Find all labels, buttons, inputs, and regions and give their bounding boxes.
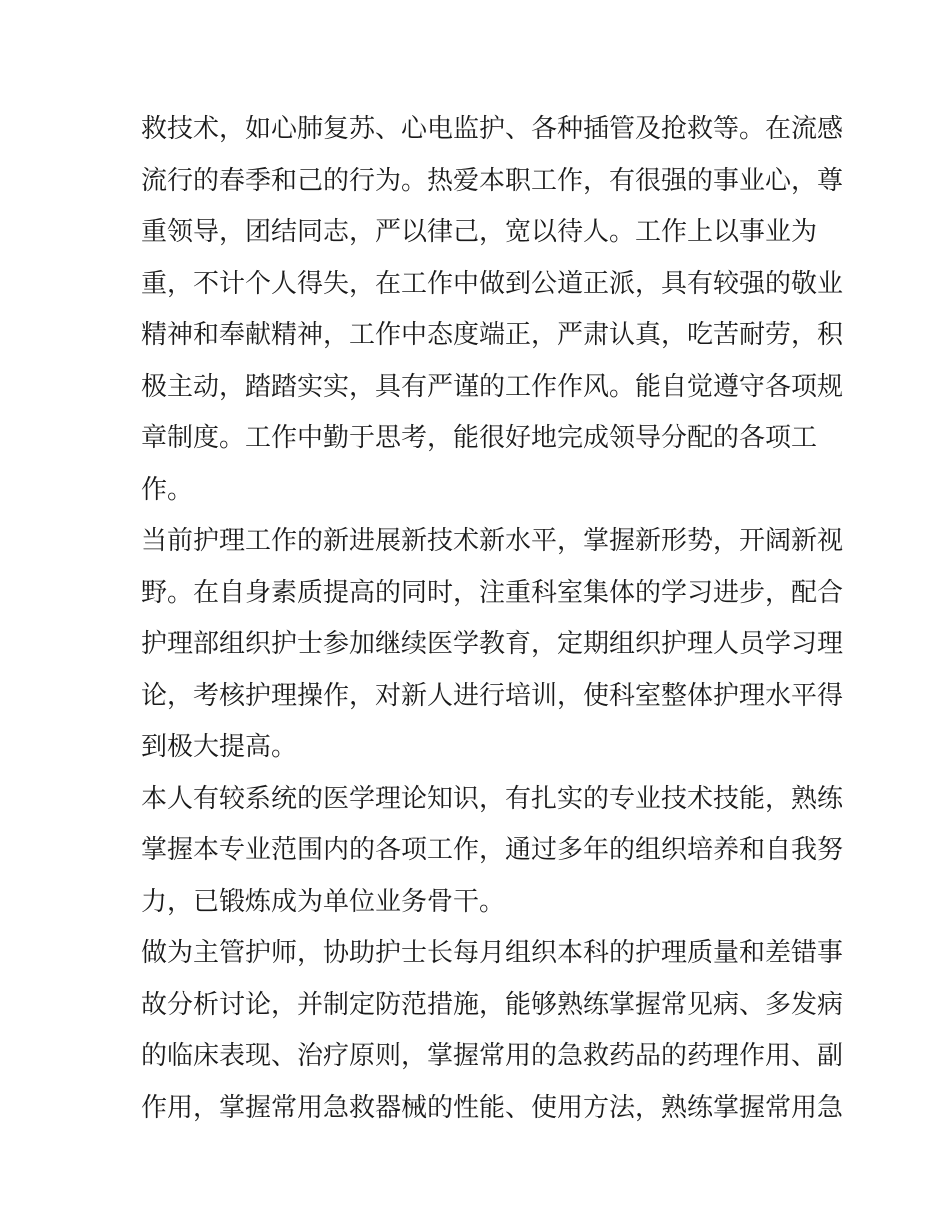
text-line: 力，已锻炼成为单位业务骨干。: [141, 886, 506, 917]
text-line: 故分析讨论，并制定防范措施，能够熟练掌握常见病、多发病: [141, 989, 844, 1020]
text-line: 重领导，团结同志，严以律己，宽以待人。工作上以事业为: [141, 217, 818, 247]
text-line: 章制度。工作中勤于思考，能很好地完成领导分配的各项工: [141, 423, 818, 453]
text-line: 护理部组织护士参加继续医学教育，定期组织护理人员学习理: [141, 629, 844, 659]
text-line: 的临床表现、治疗原则，掌握常用的急救药品的药理作用、副: [141, 1041, 844, 1071]
document-body: [141, 104, 844, 1134]
text-line: 野。在自身素质提高的同时，注重科室集体的学习进步，配合: [141, 577, 844, 608]
text-line: 作用，掌握常用急救器械的性能、使用方法，熟练掌握常用急: [141, 1092, 844, 1123]
text-line: 当前护理工作的新进展新技术新水平，掌握新形势，开阔新视: [141, 526, 844, 556]
text-line: 论，考核护理操作，对新人进行培训，使科室整体护理水平得: [141, 680, 844, 711]
text-line: 极主动，踏踏实实，具有严谨的工作作风。能自觉遵守各项规: [141, 371, 844, 402]
text-line: 救技术，如心肺复苏、心电监护、各种插管及抢救等。在流感: [141, 114, 844, 144]
text-line: 流行的春季和己的行为。热爱本职工作，有很强的事业心，尊: [141, 165, 844, 196]
text-line: 做为主管护师，协助护士长每月组织本科的护理质量和差错事: [141, 938, 844, 968]
text-line: 重，不计个人得失，在工作中做到公道正派，具有较强的敬业: [141, 268, 844, 299]
text-line: 精神和奉献精神，工作中态度端正，严肃认真，吃苦耐劳，积: [141, 320, 844, 350]
text-line: 作。: [141, 474, 194, 505]
text-line: 掌握本专业范围内的各项工作，通过多年的组织培养和自我努: [141, 835, 844, 865]
text-line: 本人有较系统的医学理论知识，有扎实的专业技术技能，熟练: [141, 783, 844, 814]
text-line: 到极大提高。: [141, 732, 298, 762]
